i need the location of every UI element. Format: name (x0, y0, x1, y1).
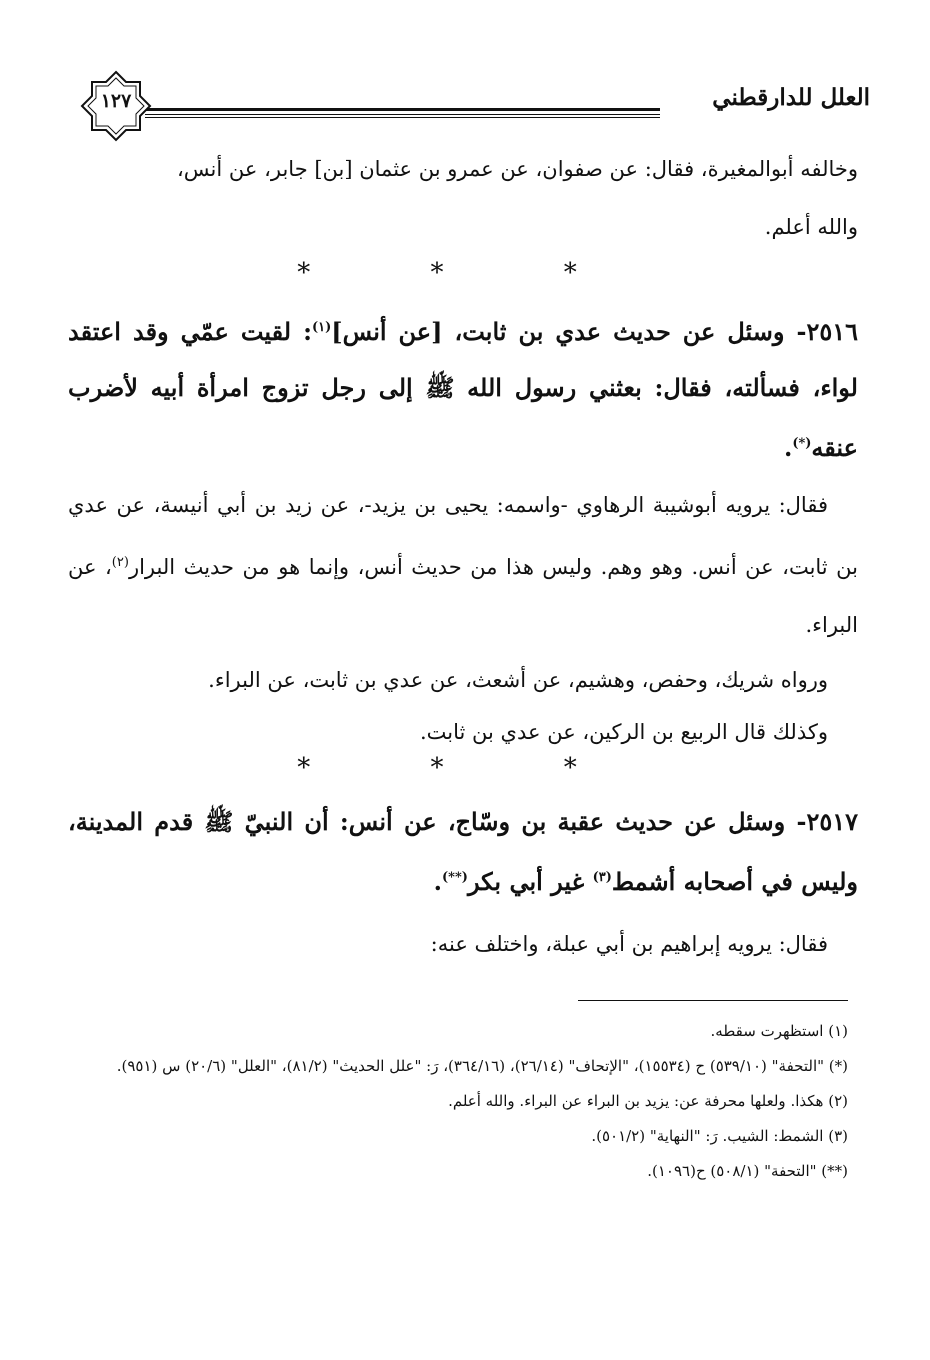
answer-2516 (68, 476, 858, 758)
footnote: (١) استظهرت سقطه. (710, 1022, 848, 1040)
footnote: (٣) الشمط: الشيب. رَ: "النهاية" (٥٠١/٢). (591, 1127, 848, 1145)
footnote: (*) "التحفة" (٥٣٩/١٠) ح (١٥٥٣٤)، "الإتحاف" (٢٦/١٤)، (٣٦٤/١٦)، رَ: "علل الحديث" (٨١/٢)، "العلل" (٢٠/٦) س (٩٥١). (116, 1057, 848, 1075)
page-number-badge (80, 70, 152, 142)
footnotes (78, 1014, 848, 1189)
footnote-rule (578, 1000, 848, 1001)
footnote-ref: (**) (442, 870, 468, 885)
question-text: غير أبي بكر (467, 867, 593, 896)
header-rule (145, 108, 660, 118)
page-number: ١٢٧ (100, 90, 132, 112)
text-line: وخالفه أبوالمغيرة، فقال: عن صفوان، عن عمرو بن عثمان [بن] جابر، عن أنس، (176, 157, 858, 181)
answer-text: ، عن البراء. (68, 555, 858, 637)
question-text: : لقيت عمّي وقد اعتقد لواء، فسألته، فقال: بعثني رسول الله ﷺ إلى رجل تزوج امرأة أبيه لأضرب عنقه (68, 317, 858, 462)
answer-text: فقال: يرويه أبوشيبة الرهاوي -واسمه: يحيى بن يزيد-، عن زيد بن أبي أنيسة، عن عدي بن ثابت، عن أنس. وهو وهم. وليس هذا من حديث أنس، وإنما هو من حديث البرار (68, 493, 858, 579)
text-line: ورواه شريك، وحفص، وهشيم، عن أشعث، عن عدي بن ثابت، عن البراء. (208, 668, 828, 692)
footnote-ref: (١) (311, 320, 332, 335)
text-line: والله أعلم. (764, 215, 858, 239)
footnote: (**) "التحفة" (٥٠٨/١) ح(١٠٩٦). (647, 1162, 848, 1180)
section-separator: * * * (297, 753, 633, 783)
footnote-ref: (٣) (592, 870, 612, 885)
book-title: العلل للدارقطني (712, 84, 870, 111)
text-line: وكذلك قال الربيع بن الركين، عن عدي بن ثابت. (419, 720, 828, 744)
footnote-ref: (٢) (111, 555, 129, 570)
page-header (80, 70, 870, 132)
paragraph-1 (68, 140, 858, 256)
section-separator: * * * (297, 258, 633, 288)
footnote: (٢) هكذا. ولعلها محرفة عن: يزيد بن البراء عن البراء. والله أعلم. (448, 1092, 848, 1110)
question-text: ٢٥١٧- وسئل عن حديث عقبة بن وسّاج، عن أنس: أن النبيّ ﷺ قدم المدينة، وليس في أصحابه أشمط (68, 807, 858, 896)
text-line: فقال: يرويه إبراهيم بن أبي عبلة، واختلف عنه: (430, 932, 828, 956)
footnote-ref: (*) (792, 436, 812, 451)
question-2517: ٢٥١٧- وسئل عن حديث عقبة بن وسّاج، عن أنس: أن النبيّ ﷺ قدم المدينة، وليس في أصحابه أشمط$^{(٣)}$ غير أبي بكر(**). (68, 807, 858, 896)
answer-2517 (68, 915, 858, 973)
question-2516: ٢٥١٦- وسئل عن حديث عدي بن ثابت، [عن أنس]$^{(١)}$: لقيت عمّي وقد اعتقد لواء، فسألته، فقال: بعثني رسول الله ﷺ إلى رجل تزوج امرأة أبيه لأضرب عنقه(*). (68, 317, 858, 462)
question-text: ٢٥١٦- وسئل عن حديث عدي بن ثابت، [عن أنس] (331, 317, 858, 346)
